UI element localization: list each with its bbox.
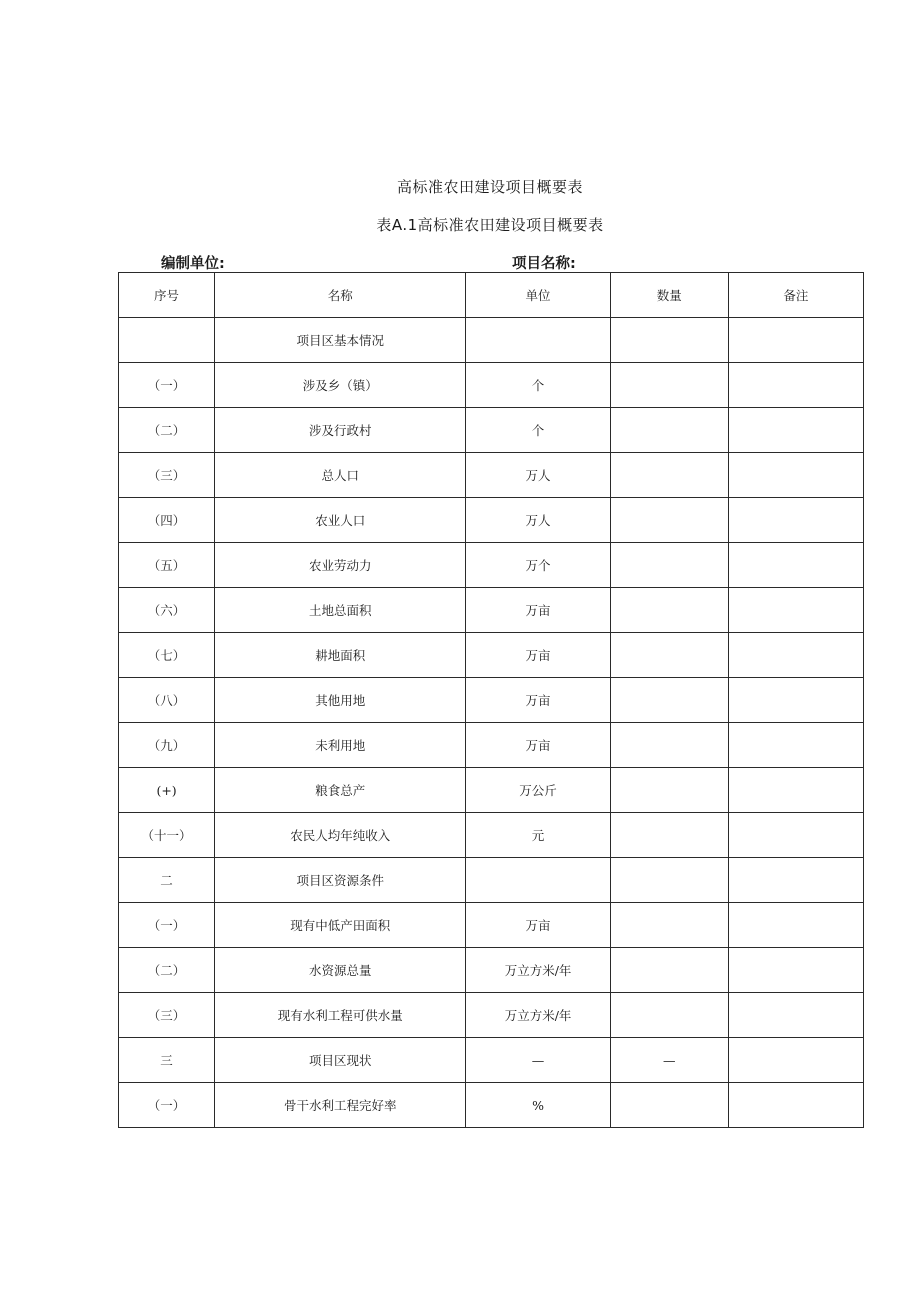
row-quantity — [610, 498, 728, 543]
row-remarks — [728, 768, 863, 813]
row-quantity — [610, 678, 728, 723]
row-number: （九） — [119, 723, 215, 768]
dash-mark: — — [662, 1052, 676, 1068]
row-number: （一） — [119, 903, 215, 948]
row-quantity — [610, 543, 728, 588]
table-row — [119, 903, 864, 948]
row-remarks — [728, 1083, 863, 1128]
row-remarks — [728, 723, 863, 768]
table-row — [119, 813, 864, 858]
row-unit: 个 — [466, 363, 610, 408]
row-remarks — [728, 1038, 863, 1083]
row-quantity — [610, 363, 728, 408]
row-remarks — [728, 588, 863, 633]
row-remarks — [728, 948, 863, 993]
row-remarks — [728, 633, 863, 678]
row-remarks — [728, 903, 863, 948]
row-unit: 元 — [466, 813, 610, 858]
row-quantity — [610, 318, 728, 363]
project-summary-table — [118, 272, 864, 1128]
header-name: 名称 — [215, 273, 466, 318]
row-unit: 万亩 — [466, 588, 610, 633]
table-row — [119, 363, 864, 408]
row-quantity — [610, 588, 728, 633]
row-remarks — [728, 813, 863, 858]
row-remarks — [728, 318, 863, 363]
row-number: 二 — [119, 858, 215, 903]
table-row — [119, 633, 864, 678]
row-unit: 个 — [466, 408, 610, 453]
table-row — [119, 1038, 864, 1083]
document-title: 高标准农田建设项目概要表 — [396, 178, 583, 196]
row-number: （四） — [119, 498, 215, 543]
table-row — [119, 993, 864, 1038]
row-number: （三） — [119, 993, 215, 1038]
table-row — [119, 858, 864, 903]
row-remarks — [728, 408, 863, 453]
table-header-row — [119, 273, 864, 318]
row-number: （十一） — [119, 813, 215, 858]
header-no: 序号 — [119, 273, 215, 318]
row-name: 现有水利工程可供水量 — [215, 993, 466, 1038]
row-unit — [466, 318, 610, 363]
row-number: （一） — [119, 363, 215, 408]
row-remarks — [728, 858, 863, 903]
row-number: （五） — [119, 543, 215, 588]
table-row — [119, 543, 864, 588]
row-unit — [466, 1038, 610, 1083]
row-unit: 万亩 — [466, 903, 610, 948]
row-unit: 万亩 — [466, 723, 610, 768]
row-unit: 万人 — [466, 498, 610, 543]
row-unit: 万公斤 — [466, 768, 610, 813]
row-unit: 万立方米/年 — [466, 993, 610, 1038]
row-unit: % — [466, 1083, 610, 1128]
row-unit: 万亩 — [466, 678, 610, 723]
table-row — [119, 453, 864, 498]
row-name: 耕地面积 — [215, 633, 466, 678]
row-name: 农业人口 — [215, 498, 466, 543]
row-remarks — [728, 678, 863, 723]
row-quantity — [610, 903, 728, 948]
compiling-unit-label: 编制单位: — [161, 256, 225, 272]
row-number: （七） — [119, 633, 215, 678]
row-name: 涉及乡（镇） — [215, 363, 466, 408]
row-quantity — [610, 633, 728, 678]
project-name-label: 项目名称: — [512, 256, 576, 272]
row-name: 骨干水利工程完好率 — [215, 1083, 466, 1128]
header-quantity: 数量 — [610, 273, 728, 318]
row-name: 水资源总量 — [215, 948, 466, 993]
row-name: 总人口 — [215, 453, 466, 498]
row-quantity — [610, 453, 728, 498]
row-name: 项目区现状 — [215, 1038, 466, 1083]
row-number: (+) — [119, 768, 215, 813]
row-quantity — [610, 768, 728, 813]
row-quantity — [610, 723, 728, 768]
row-number: 三 — [119, 1038, 215, 1083]
table-row — [119, 948, 864, 993]
row-unit: 万亩 — [466, 633, 610, 678]
table-caption: 表A.1高标准农田建设项目概要表 — [376, 216, 604, 234]
row-name: 项目区资源条件 — [215, 858, 466, 903]
table-row — [119, 588, 864, 633]
row-quantity — [610, 993, 728, 1038]
row-unit: 万个 — [466, 543, 610, 588]
row-unit: 万人 — [466, 453, 610, 498]
header-unit: 单位 — [466, 273, 610, 318]
row-name: 其他用地 — [215, 678, 466, 723]
row-quantity — [610, 948, 728, 993]
row-name: 未利用地 — [215, 723, 466, 768]
table-row — [119, 678, 864, 723]
row-number: （二） — [119, 948, 215, 993]
row-quantity — [610, 1083, 728, 1128]
table-body — [119, 318, 864, 1128]
row-remarks — [728, 993, 863, 1038]
row-remarks — [728, 498, 863, 543]
table-row — [119, 318, 864, 363]
table-row — [119, 768, 864, 813]
row-remarks — [728, 363, 863, 408]
row-name: 项目区基本情况 — [215, 318, 466, 363]
row-quantity — [610, 408, 728, 453]
row-remarks — [728, 543, 863, 588]
row-number: （六） — [119, 588, 215, 633]
row-quantity — [610, 1038, 728, 1083]
row-number: （二） — [119, 408, 215, 453]
header-remarks: 备注 — [728, 273, 863, 318]
table-row — [119, 408, 864, 453]
row-name: 粮食总产 — [215, 768, 466, 813]
table-row — [119, 498, 864, 543]
row-quantity — [610, 813, 728, 858]
row-name: 农民人均年纯收入 — [215, 813, 466, 858]
row-name: 现有中低产田面积 — [215, 903, 466, 948]
row-unit: 万立方米/年 — [466, 948, 610, 993]
row-number: （八） — [119, 678, 215, 723]
row-name: 涉及行政村 — [215, 408, 466, 453]
row-number: （三） — [119, 453, 215, 498]
dash-mark: — — [531, 1052, 545, 1068]
row-remarks — [728, 453, 863, 498]
row-number — [119, 318, 215, 363]
table-row — [119, 1083, 864, 1128]
row-number: （一） — [119, 1083, 215, 1128]
table-row — [119, 723, 864, 768]
row-name: 农业劳动力 — [215, 543, 466, 588]
row-name: 土地总面积 — [215, 588, 466, 633]
row-quantity — [610, 858, 728, 903]
row-unit — [466, 858, 610, 903]
